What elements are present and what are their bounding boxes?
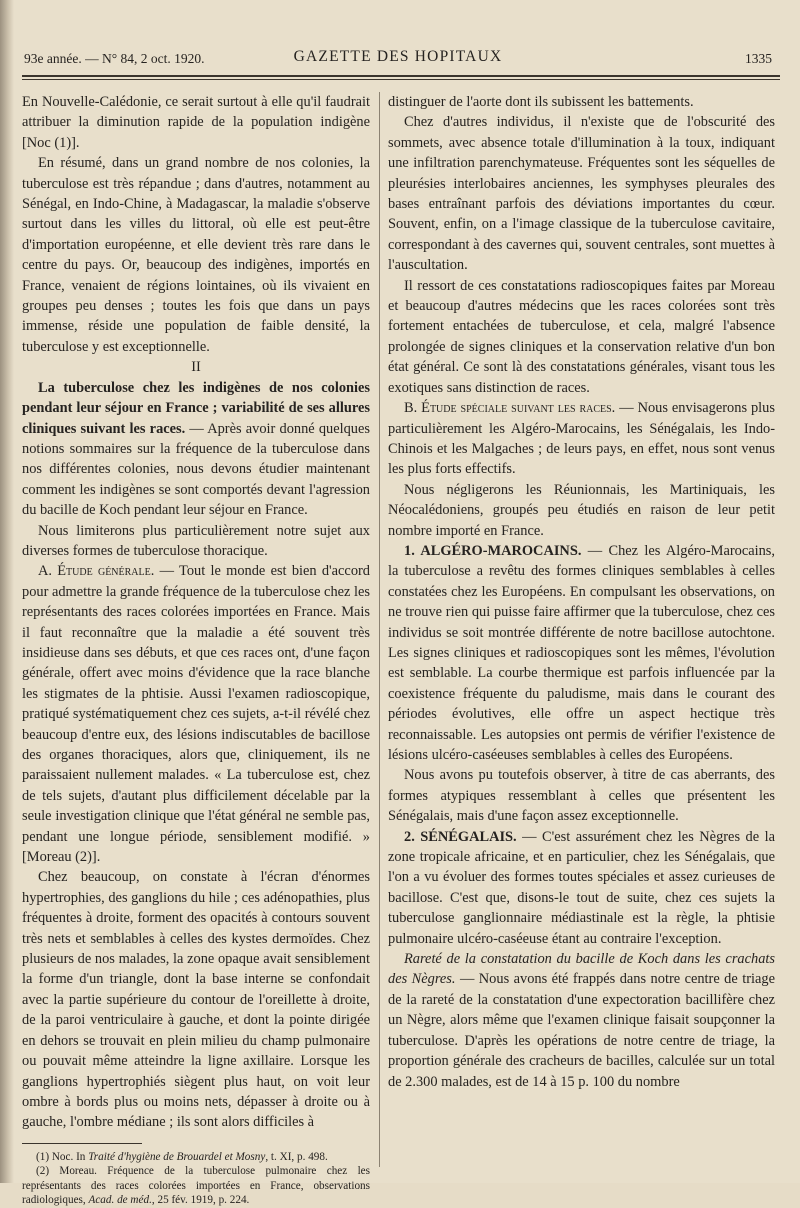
footnote-2: (2) Moreau. Fréquence de la tuberculose pulmonaire chez les représentants des races colorées importées en France, observations radiologiques, Acad. de méd., 25 fév. 1919, p. 224. bbox=[22, 1165, 370, 1207]
subsection-paragraph bbox=[388, 541, 775, 765]
paragraph: En résumé, dans un grand nombre de nos colonies, la tuberculose est très répandue ; dans d'autres, notamment au Sénégal, en Indo-Chine, à Madagascar, la maladie s'observe surtout dans les villes du littoral, où elle est peut-être d'importation européenne, et elle devient très rare dans le centre du pays. Or, beaucoup des indigènes, importés en France, venaient de régions lointaines, où ils vivaient en groupes peu denses ; toutes les fois que dans un pays immense, réside une population de faible densité, la tuberculose y est exceptionnelle. bbox=[22, 155, 370, 355]
issue-info: 93e année. — N° 84, 2 oct. 1920. bbox=[24, 51, 205, 66]
binding-shadow bbox=[0, 0, 14, 1183]
subsection-paragraph bbox=[388, 398, 775, 480]
right-column bbox=[388, 92, 775, 1092]
section-number: II bbox=[191, 359, 201, 376]
left-column bbox=[22, 92, 370, 1208]
subsection-label: B. Étude spéciale suivant les races. bbox=[404, 400, 616, 417]
page-number: 1335 bbox=[745, 51, 772, 66]
subsection-label: 1. ALGÉRO-MAROCAINS. bbox=[404, 542, 582, 559]
subsection-paragraph bbox=[22, 561, 370, 867]
paragraph-text: — C'est assurément chez les Nègres de la zone tropicale africaine, et en particulier, chez les Sénégalais, que l'on a vu évoluer des formes toutes spéciales et assez curieuses de bacillose. C'est que, disons-le tout de suite, chez ces sujets la tuberculose ganglionnaire médiastinale est la règle, la phtisie pulmonaire ulcéro-caséeuse étant au contraire l'exception. bbox=[388, 828, 776, 947]
paragraph: Chez d'autres individus, il n'existe que de l'obscurité des sommets, avec absence totale d'illumination à la toux, indiquant une infiltration parenchymateuse. Fréquentes sont les séquelles de pleurésies interlobaires anciennes, les symphyses pleurales des bases entraînant parfois des déviations importantes du cœur. Souvent, enfin, on a l'image classique de la tuberculose cavitaire, correspondant à des cavernes qui, souvent centrales, sont muettes à l'auscultation. bbox=[388, 114, 775, 274]
section-heading: La tuberculose chez les indigènes de nos colonies pendant leur séjour en France ; variabilité de ses allures cliniques suivant les races. bbox=[22, 379, 370, 437]
paragraph: Chez beaucoup, on constate à l'écran d'énormes hypertrophies, des ganglions du hile ; ces adénopathies, plus fréquentes à droite, forment des opacités à contours souvent très nets et semblables à celles des kystes dermoïdes. Chez plusieurs de nos malades, la zone opaque avait sensiblement la forme d'un triangle, dont la base interne se confondait avec la partie supérieure du contour de l'oreillette à droite, de la paroi ventriculaire à gauche, et dont la pointe dirigée en dehors se trouvait en plein milieu du champ pulmonaire ou pouvait même atteindre la ligne axillaire. Lorsque les ganglions hypertrophiés siègent plus haut, on voit leur ombre à bords plus ou moins nets, dépasser à droite ou à gauche, l'ombre médiane ; ils sont alors difficiles à bbox=[22, 869, 370, 1131]
subsection-paragraph bbox=[388, 827, 775, 949]
section-heading-paragraph bbox=[22, 378, 370, 521]
page-header bbox=[24, 47, 772, 73]
paragraph: Nous négligerons les Réunionnais, les Martiniquais, les Néocalédoniens, groupés peu étudiés en raison de leur petit nombre importé en France. bbox=[388, 481, 775, 539]
paragraph: Nous limiterons plus particulièrement notre sujet aux diverses formes de tuberculose thoracique. bbox=[22, 522, 370, 559]
footnote-1: (1) Noc. In Traité d'hygiène de Brouardel et Mosny, t. XI, p. 498. bbox=[36, 1150, 328, 1163]
subsection-paragraph bbox=[388, 949, 775, 1092]
paragraph-text: — Chez les Algéro-Marocains, la tuberculose a revêtu des formes cliniques semblables à celles constatées chez les Européens. En compulsant les observations, on ne trouve rien qui puisse faire affirmer que la tuberculose, chez ces individus se soit montrée différente de notre bacillose autochtone. Les signes cliniques et radioscopiques sont les mêmes, l'évolution est semblable. La courbe thermique est parfois influencée par la coexistence fréquente du paludisme, mais dans le courant des périodes évolutives, elle offre un aspect hectique très reconnaissable. Les autopsies ont permis de vérifier l'existence de lésions ulcéro-caséeuses semblables à celles des Européens. bbox=[388, 542, 775, 763]
subsection-label: 2. SÉNÉGALAIS. bbox=[404, 828, 517, 845]
footnote-rule bbox=[22, 1143, 142, 1144]
paragraph-text: — Nous envisagerons plus particulièrement les Algéro-Marocains, les Sénégalais, les Indo-Chinois et les Malgaches ; de leurs pays, en effet, nous sont venus les plus forts effectifs. bbox=[388, 400, 775, 478]
header-rule-thick bbox=[22, 75, 780, 77]
paragraph-text: — Tout le monde est bien d'accord pour admettre la grande fréquence de la tuberculose chez les représentants des races colorées importées en France. Mais il faut reconnaître que la maladie a été souvent très insidieuse dans ses débuts, et que ces races ont, d'une façon générale, offert avec moins d'évidence que la race blanche les stigmates de la phtisie. Aussi l'examen radioscopique, pratiqué systématiquement chez ces sujets, a-t-il révélé chez beaucoup d'entre eux, des lésions indiscutables de bacillose des organes thoraciques, alors que, cliniquement, ils ne paraissaient nullement malades. « La tuberculose est, chez de tels sujets, d'autant plus difficilement décelable par la seule investigation clinique que l'état général ne semble pas, pendant une longue période, sensiblement modifié. » [Moreau (2)]. bbox=[22, 563, 370, 866]
subsection-label: Rareté de la constatation du bacille de Koch dans les crachats des Nègres. bbox=[388, 951, 775, 988]
header-rule-thin bbox=[22, 79, 780, 80]
paragraph: Il ressort de ces constatations radioscopiques faites par Moreau et beaucoup d'autres médecins que les races colorées sont très fortement entachées de tuberculose, et cela, malgré l'absence prolongée de signes cliniques et la conservation relative d'un bon état général. Ce sont là des constatations générales, visant tous les exotiques sans distinction de races. bbox=[388, 277, 775, 396]
paragraph-text: — Nous avons été frappés dans notre centre de triage de la rareté de la constatation d'une expectoration bacillifère chez un Nègre, alors même que l'examen clinique faisait soupçonner la tuberculose. D'après les opérations de notre centre de triage, la proportion générale des cracheurs de bacilles, calculée sur un total de 2.300 malades, est de 14 à 15 p. 100 du nombre bbox=[388, 971, 775, 1090]
paragraph: Nous avons pu toutefois observer, à titre de cas aberrants, des formes atypiques ressemblant à celles que présentent les Sénégalais, mais d'une façon assez exceptionnelle. bbox=[388, 767, 775, 825]
journal-title: GAZETTE DES HOPITAUX bbox=[293, 48, 503, 65]
paragraph: En Nouvelle-Calédonie, ce serait surtout à elle qu'il faudrait attribuer la diminution rapide de la population indigène [Noc (1)]. bbox=[22, 94, 370, 151]
paragraph-text: — Après avoir donné quelques notions sommaires sur la fréquence de la tuberculose dans nos différentes colonies, nous devons étudier maintenant comment les indigènes se sont comportés devant l'agression du bacille de Koch pendant leur séjour en France. bbox=[22, 420, 370, 519]
column-divider bbox=[379, 92, 380, 1167]
subsection-label: A. Étude générale. bbox=[38, 563, 155, 580]
paragraph: distinguer de l'aorte dont ils subissent les battements. bbox=[388, 94, 694, 110]
